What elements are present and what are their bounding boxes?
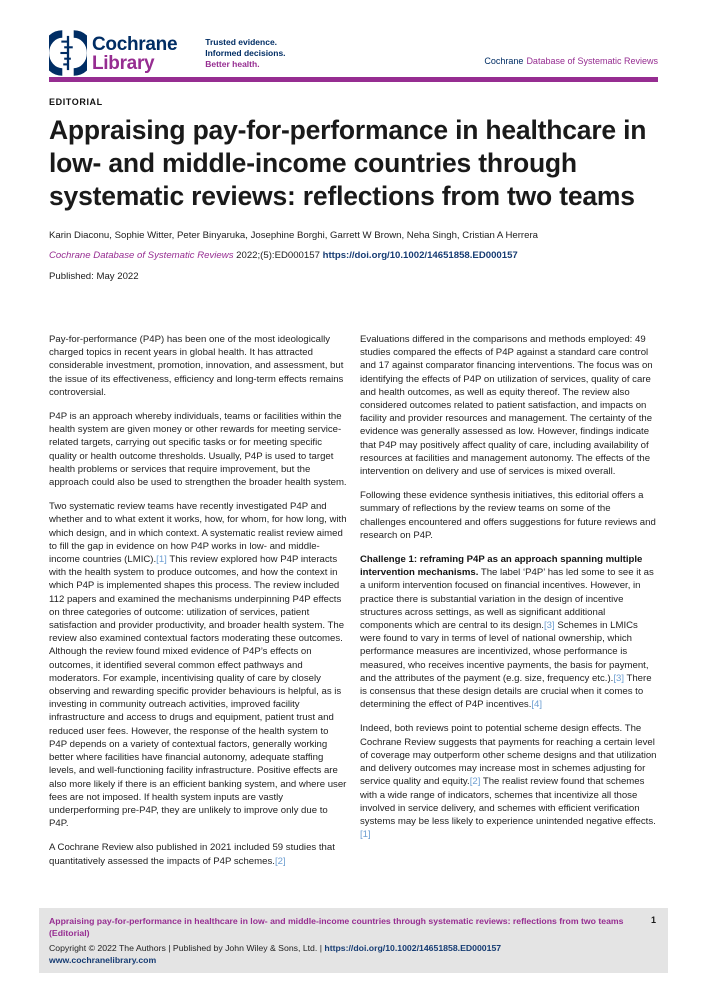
text-segment: Indeed, both reviews point to potential scheme design effects. The Cochrane Review suggests that payments for reaching a certain level of coverage may outperform other scheme designs and that utilization and delivery outcomes may increase most in schemes adjusting for service quality and equity. [360, 723, 657, 788]
brand-tagline [205, 30, 285, 70]
paragraph [360, 333, 658, 478]
text-segment: There is consensus that these design details are crucial when it comes to determining the effect of P4P incentives. [360, 672, 652, 711]
text-segment: P4P is an approach whereby individuals, teams or facilities within the health system are given money or other rewards for meeting service-related targets, carrying out specific tasks or for meeting specific quality or health outcome thresholds. Usually, P4P is used to target health problems or services that require improvement, but the approach could also be used to strengthen the broader health system. [49, 411, 347, 489]
brand-name-library: Library [92, 53, 155, 74]
text-segment: The realist review found that schemes with a wide range of indicators, schemes that incentivize all those involved in service delivery, and schemes with efficient verification systems may be less likely to experience unintended negative effects. [360, 776, 656, 827]
paragraph [360, 722, 658, 841]
journal-name [484, 56, 658, 76]
footer-copyright [49, 942, 658, 954]
paragraph [49, 841, 347, 867]
paragraph [49, 333, 347, 399]
text-segment: Challenge 1: reframing P4P as an approach spanning multiple intervention mechanisms. [360, 554, 643, 579]
paragraph [49, 500, 347, 830]
footer-article-title: Appraising pay-for-performance in healthcare in low- and middle-income countries through systematic reviews: reflections from two teams (Editorial) [49, 916, 624, 938]
reference-link[interactable]: [3] [613, 672, 624, 684]
citation-journal: Cochrane Database of Systematic Reviews [49, 250, 234, 261]
text-segment: Pay-for-performance (P4P) has been one of the most ideologically charged topics in recent years in global health. It has attracted considerable investment, promotion, innovation, and assessment, but the issue of its effectiveness, efficiency and long-term effects remains controversial. [49, 334, 344, 398]
text-segment: Two systematic review teams have recently investigated P4P and whether and to what extent it works, how, for whom, for how long, with which design, and in which context. A systematic realist review aimed to fill the gap in evidence on how P4P works in low- and middle-income countries (LMIC). [49, 501, 347, 566]
text-segment: Following these evidence synthesis initiatives, this editorial offers a summary of reflections by the review teams on some of the challenges encountered and offers suggestions for future reviews and research on P4P. [360, 490, 656, 541]
text-segment: The label ‘P4P’ has led some to see it as a uniform intervention focused on financial incentives. However, in practice there is substantial variation in the design of incentive structures across settings, as well as significant additional components which are central to its design. [360, 567, 654, 632]
page-footer [39, 908, 668, 973]
text-segment: This review explored how P4P interacts with the health system to produce outcomes, and how the context in which P4P is implemented shapes this process. The review included 112 papers and examined the mechanisms underpinning P4P effects on three categories of outcome: utilization of services, patient satisfaction and provider productivity, and broader health system. The review also examined contextual factors moderating these outcomes. Although the review found mixed evidence of P4P’s effects on outcomes, it identified several common effect pathways and moderators. For example, incentivising quality of care by closely observing and rewarding specific provider behaviours is helpful, as is investing in community outreach activities, improved facility infrastructure and access to drugs and equipment, patient trust and reduced user fees. However, the response of the health system to P4P depends on a variety of contextual factors, generally working better where facilities have financial autonomy, adequate staffing levels, and well-functioning facility infrastructure. Positive effects are also more likely if there is an efficient banking system, and where user fees are not imposed. If health system inputs are vastly underperforming pre-P4P, they are unlikely to improve only due to P4P. [49, 554, 347, 830]
page-header [49, 0, 658, 76]
reference-link[interactable]: [3] [543, 620, 555, 632]
left-column [49, 333, 347, 879]
tagline-line: Better health. [205, 59, 260, 69]
reference-link[interactable]: [4] [531, 699, 543, 711]
tagline-line: Informed decisions. [205, 48, 286, 58]
text-segment: Evaluations differed in the comparisons and methods employed: 49 studies compared the effects of P4P against a standard care control and 17 against comparator financing interventions. The focus was on identifying the effects of P4P on utilization of services, quality of care and health outcomes, as well as equity thereof. The review also considered outcomes related to patient satisfaction, and impacts on facility and provider resources and management. The certainty of the evidence was generally assessed as low. However, findings indicate that P4P may positively affect quality of care, including availability of resources at facilities and management autonomy. The effects of the intervention on delivery and use of services is mixed overall. [360, 334, 653, 478]
footer-doi-link[interactable]: https://doi.org/10.1002/14651858.ED000157 [324, 943, 502, 953]
authors-line: Karin Diaconu, Sophie Witter, Peter Binyaruka, Josephine Borghi, Garrett W Brown, Neha Singh, Cristian A Herrera [49, 230, 538, 241]
citation-line [49, 250, 658, 261]
reference-link[interactable]: [1] [156, 554, 167, 566]
footer-website-link[interactable]: www.cochranelibrary.com [49, 955, 157, 965]
footer-top-row [49, 915, 658, 939]
tagline-line: Trusted evidence. [205, 37, 278, 47]
brand-wordmark [92, 30, 177, 73]
cochrane-logo-icon [49, 30, 87, 76]
page-number: 1 [650, 915, 656, 925]
reference-link[interactable]: [2] [274, 855, 286, 867]
article-title: Appraising pay-for-performance in healthcare in low- and middle-income countries through systematic reviews: reflections from two teams [49, 115, 647, 211]
journal-name-suffix: Database of Systematic Reviews [526, 56, 658, 66]
citation-detail: 2022;(5):ED000157 [233, 250, 323, 261]
journal-name-prefix: Cochrane [484, 56, 524, 66]
brand-name-cochrane: Cochrane [92, 34, 178, 55]
header-divider-rule [49, 77, 658, 82]
article-type-label: EDITORIAL [49, 97, 103, 107]
paragraph [49, 410, 347, 489]
text-segment: Schemes in LMICs were found to vary in terms of level of national ownership, which performance measures are incentivized, whose performance is measured, who receives incentive payments, the basis for payment, and the attributes of the payment (e.g. size, frequency etc.). [360, 620, 649, 684]
published-date: Published: May 2022 [49, 271, 139, 282]
citation-doi-link[interactable]: https://doi.org/10.1002/14651858.ED000157 [322, 250, 518, 261]
paragraph [360, 553, 658, 711]
reference-link[interactable]: [2] [469, 776, 481, 788]
text-segment: A Cochrane Review also published in 2021 included 59 studies that quantitatively assessed the impacts of P4P schemes. [49, 842, 335, 867]
right-column [360, 333, 658, 879]
paragraph [360, 489, 658, 542]
reference-link[interactable]: [1] [360, 829, 371, 841]
article-body [49, 333, 658, 879]
copyright-text: Copyright © 2022 The Authors | Published by John Wiley & Sons, Ltd. | [49, 943, 325, 953]
